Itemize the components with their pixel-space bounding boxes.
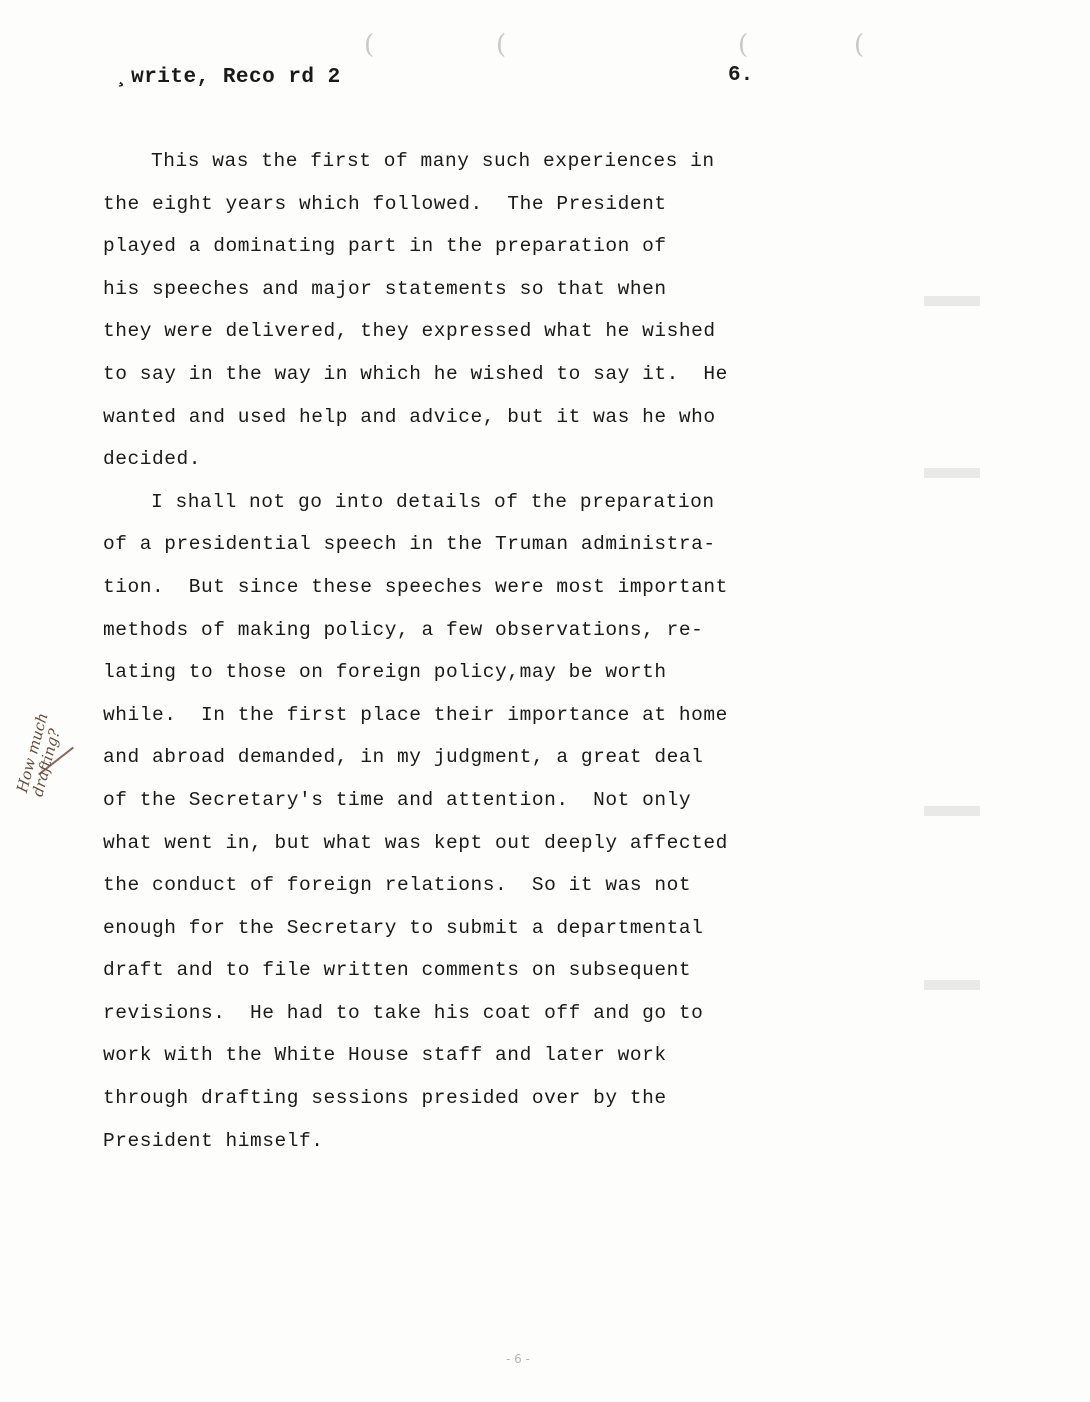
text-line: President himself. (103, 1129, 324, 1152)
text-line: methods of making policy, a few observations, re- (103, 618, 704, 641)
scan-artifact: ( (496, 30, 507, 60)
text-line: I shall not go into details of the preparation (151, 490, 715, 513)
text-line: through drafting sessions presided over by the (103, 1087, 667, 1110)
footer-page-mark: - 6 - (506, 1352, 530, 1366)
text-line: revisions. He had to take his coat off and go to (103, 1001, 704, 1024)
text-line: the conduct of foreign relations. So it was not (103, 874, 692, 897)
page-number: 6. (728, 64, 754, 87)
scan-artifact: ( (738, 30, 749, 60)
text-line: played a dominating part in the preparation of (103, 235, 667, 258)
text-line: lating to those on foreign policy,may be worth (103, 661, 667, 684)
text-line: wanted and used help and advice, but it was he who (103, 405, 716, 428)
text-line: they were delivered, they expressed what he wished (103, 320, 716, 343)
text-line: while. In the first place their importance at home (103, 703, 728, 726)
text-line: and abroad demanded, in my judgment, a great deal (103, 746, 704, 769)
scan-artifact: ( (854, 30, 865, 60)
text-line: of a presidential speech in the Truman administra- (103, 533, 716, 556)
text-line: enough for the Secretary to submit a departmental (103, 916, 704, 939)
handwritten-margin-note: How much drafting? (13, 710, 64, 799)
text-line: draft and to file written comments on subsequent (103, 959, 692, 982)
text-line: the eight years which followed. The President (103, 192, 667, 215)
text-line: to say in the way in which he wished to say it. He (103, 362, 728, 385)
page-header-title: ¸write, Reco rd 2 (118, 66, 341, 89)
text-line: of the Secretary's time and attention. Not only (103, 788, 692, 811)
text-line: his speeches and major statements so that when (103, 277, 667, 300)
scan-artifact (924, 980, 980, 990)
scan-artifact: ( (364, 30, 375, 60)
text-line: This was the first of many such experiences in (151, 150, 715, 172)
text-line: decided. (103, 448, 202, 471)
scan-artifact (924, 468, 980, 478)
scan-artifact (924, 806, 980, 816)
text-line: what went in, but what was kept out deeply affected (103, 831, 728, 854)
body-text (103, 140, 773, 1162)
scan-artifact (924, 296, 980, 306)
text-line: tion. But since these speeches were most important (103, 575, 728, 598)
text-line: work with the White House staff and later work (103, 1044, 667, 1067)
